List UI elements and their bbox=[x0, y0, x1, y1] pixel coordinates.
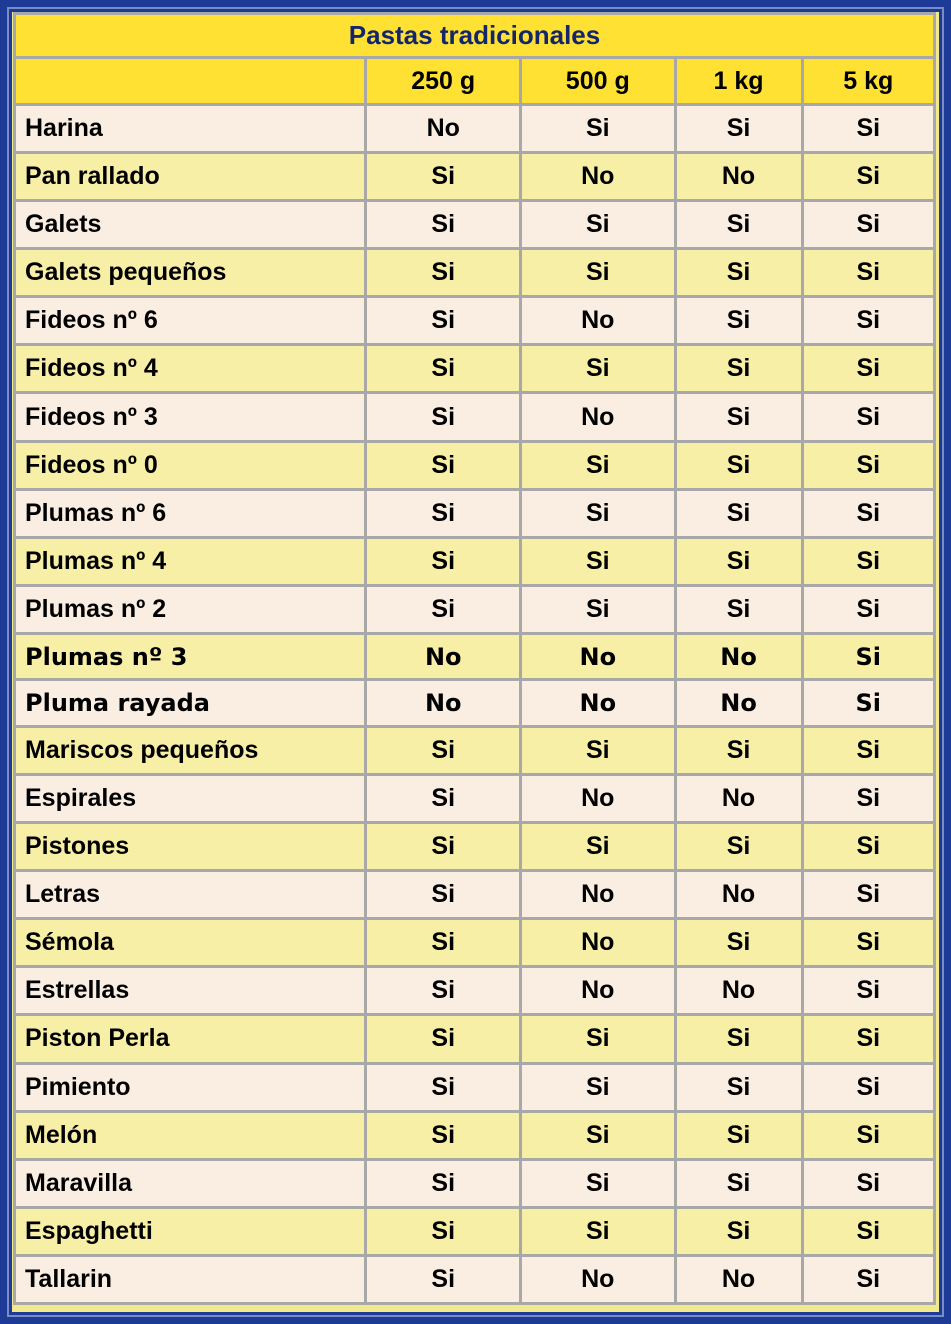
cell-value: Si bbox=[802, 1015, 935, 1063]
row-label: Piston Perla bbox=[15, 1015, 366, 1063]
cell-value: Si bbox=[802, 775, 935, 823]
cell-value: Si bbox=[675, 1063, 802, 1111]
cell-value: Si bbox=[521, 345, 676, 393]
row-label: Galets pequeños bbox=[15, 249, 366, 297]
cell-value: Si bbox=[521, 441, 676, 489]
row-label: Maravilla bbox=[15, 1159, 366, 1207]
cell-value: No bbox=[366, 633, 521, 680]
cell-value: No bbox=[521, 297, 676, 345]
cell-value: Si bbox=[802, 201, 935, 249]
cell-value: Si bbox=[366, 441, 521, 489]
cell-value: Si bbox=[675, 345, 802, 393]
cell-value: Si bbox=[802, 1255, 935, 1303]
cell-value: Si bbox=[675, 249, 802, 297]
cell-value: No bbox=[675, 775, 802, 823]
cell-value: Si bbox=[675, 297, 802, 345]
cell-value: Si bbox=[802, 345, 935, 393]
row-label: Fideos nº 6 bbox=[15, 297, 366, 345]
cell-value: Si bbox=[675, 441, 802, 489]
cell-value: Si bbox=[366, 1255, 521, 1303]
cell-value: Si bbox=[802, 153, 935, 201]
row-label: Fideos nº 3 bbox=[15, 393, 366, 441]
cell-value: Si bbox=[675, 1111, 802, 1159]
table-row bbox=[15, 249, 935, 297]
cell-value: Si bbox=[521, 489, 676, 537]
cell-value: Si bbox=[366, 489, 521, 537]
cell-value: Si bbox=[802, 726, 935, 774]
cell-value: Si bbox=[802, 1063, 935, 1111]
cell-value: No bbox=[521, 919, 676, 967]
cell-value: Si bbox=[521, 585, 676, 633]
cell-value: Si bbox=[366, 1207, 521, 1255]
cell-value: Si bbox=[675, 393, 802, 441]
cell-value: Si bbox=[366, 1111, 521, 1159]
cell-value: Si bbox=[675, 585, 802, 633]
table-row bbox=[15, 1063, 935, 1111]
row-label: Letras bbox=[15, 871, 366, 919]
cell-value: Si bbox=[802, 441, 935, 489]
cell-value: Si bbox=[802, 105, 935, 153]
table-row bbox=[15, 585, 935, 633]
table-row bbox=[15, 1111, 935, 1159]
row-label: Tallarin bbox=[15, 1255, 366, 1303]
cell-value: No bbox=[675, 871, 802, 919]
row-label: Fideos nº 0 bbox=[15, 441, 366, 489]
cell-value: No bbox=[521, 775, 676, 823]
cell-value: Si bbox=[521, 201, 676, 249]
cell-value: Si bbox=[802, 1207, 935, 1255]
column-header: 5 kg bbox=[802, 58, 935, 105]
row-label: Harina bbox=[15, 105, 366, 153]
cell-value: Si bbox=[675, 919, 802, 967]
cell-value: Si bbox=[675, 105, 802, 153]
cell-value: Si bbox=[521, 1207, 676, 1255]
table-row bbox=[15, 871, 935, 919]
cell-value: Si bbox=[366, 153, 521, 201]
pastas-availability-table bbox=[13, 12, 936, 1305]
cell-value: No bbox=[521, 633, 676, 680]
cell-value: Si bbox=[521, 1015, 676, 1063]
cell-value: Si bbox=[521, 1111, 676, 1159]
cell-value: Si bbox=[802, 680, 935, 727]
table-row bbox=[15, 441, 935, 489]
cell-value: Si bbox=[802, 489, 935, 537]
cell-value: Si bbox=[521, 726, 676, 774]
cell-value: Si bbox=[521, 105, 676, 153]
table-row bbox=[15, 537, 935, 585]
table-row bbox=[15, 1015, 935, 1063]
cell-value: Si bbox=[675, 489, 802, 537]
cell-value: No bbox=[521, 153, 676, 201]
cell-value: Si bbox=[366, 726, 521, 774]
cell-value: Si bbox=[521, 1159, 676, 1207]
table-title: Pastas tradicionales bbox=[15, 14, 935, 58]
table-row bbox=[15, 345, 935, 393]
cell-value: Si bbox=[802, 249, 935, 297]
cell-value: Si bbox=[802, 633, 935, 680]
cell-value: Si bbox=[675, 201, 802, 249]
cell-value: Si bbox=[366, 823, 521, 871]
cell-value: Si bbox=[366, 967, 521, 1015]
cell-value: No bbox=[521, 871, 676, 919]
table-row bbox=[15, 967, 935, 1015]
cell-value: Si bbox=[675, 537, 802, 585]
row-label: Plumas nº 2 bbox=[15, 585, 366, 633]
row-label: Espaghetti bbox=[15, 1207, 366, 1255]
table-row bbox=[15, 919, 935, 967]
column-header: 500 g bbox=[521, 58, 676, 105]
table-row bbox=[15, 393, 935, 441]
table-row bbox=[15, 201, 935, 249]
cell-value: Si bbox=[675, 726, 802, 774]
cell-value: Si bbox=[802, 919, 935, 967]
cell-value: Si bbox=[802, 537, 935, 585]
row-label: Pan rallado bbox=[15, 153, 366, 201]
table-row bbox=[15, 105, 935, 153]
cell-value: Si bbox=[675, 823, 802, 871]
cell-value: No bbox=[521, 1255, 676, 1303]
header-empty-cell bbox=[15, 58, 366, 105]
cell-value: Si bbox=[675, 1207, 802, 1255]
cell-value: Si bbox=[802, 967, 935, 1015]
cell-value: No bbox=[521, 393, 676, 441]
row-label: Espirales bbox=[15, 775, 366, 823]
cell-value: Si bbox=[802, 823, 935, 871]
row-label: Plumas nº 6 bbox=[15, 489, 366, 537]
cell-value: No bbox=[675, 633, 802, 680]
cell-value: Si bbox=[366, 201, 521, 249]
cell-value: Si bbox=[366, 871, 521, 919]
column-header: 250 g bbox=[366, 58, 521, 105]
row-label: Galets bbox=[15, 201, 366, 249]
table-row bbox=[15, 726, 935, 774]
row-label: Pistones bbox=[15, 823, 366, 871]
cell-value: No bbox=[675, 1255, 802, 1303]
cell-value: Si bbox=[366, 345, 521, 393]
cell-value: No bbox=[675, 153, 802, 201]
table-row bbox=[15, 1159, 935, 1207]
cell-value: Si bbox=[802, 871, 935, 919]
table-row bbox=[15, 489, 935, 537]
row-label: Fideos nº 4 bbox=[15, 345, 366, 393]
cell-value: Si bbox=[366, 775, 521, 823]
cell-value: Si bbox=[366, 919, 521, 967]
cell-value: Si bbox=[802, 585, 935, 633]
cell-value: Si bbox=[675, 1015, 802, 1063]
cell-value: Si bbox=[521, 249, 676, 297]
row-label: Plumas nº 3 bbox=[15, 633, 366, 680]
table-row bbox=[15, 1255, 935, 1303]
cell-value: Si bbox=[802, 1111, 935, 1159]
cell-value: Si bbox=[802, 297, 935, 345]
cell-value: Si bbox=[521, 1063, 676, 1111]
cell-value: Si bbox=[366, 249, 521, 297]
header-row bbox=[15, 58, 935, 105]
cell-value: No bbox=[521, 680, 676, 727]
table-row bbox=[15, 823, 935, 871]
cell-value: No bbox=[366, 680, 521, 727]
cell-value: No bbox=[521, 967, 676, 1015]
cell-value: Si bbox=[802, 393, 935, 441]
cell-value: Si bbox=[366, 1063, 521, 1111]
cell-value: Si bbox=[802, 1159, 935, 1207]
row-label: Melón bbox=[15, 1111, 366, 1159]
cell-value: Si bbox=[675, 1159, 802, 1207]
cell-value: Si bbox=[521, 537, 676, 585]
cell-value: No bbox=[366, 105, 521, 153]
table-row bbox=[15, 775, 935, 823]
title-row bbox=[15, 14, 935, 58]
cell-value: Si bbox=[366, 537, 521, 585]
cell-value: Si bbox=[521, 823, 676, 871]
row-label: Pimiento bbox=[15, 1063, 366, 1111]
cell-value: Si bbox=[366, 393, 521, 441]
cell-value: Si bbox=[366, 1159, 521, 1207]
row-label: Mariscos pequeños bbox=[15, 726, 366, 774]
row-label: Estrellas bbox=[15, 967, 366, 1015]
table-row bbox=[15, 1207, 935, 1255]
table-row bbox=[15, 153, 935, 201]
table-row bbox=[15, 297, 935, 345]
cell-value: Si bbox=[366, 297, 521, 345]
cell-value: Si bbox=[366, 585, 521, 633]
cell-value: No bbox=[675, 967, 802, 1015]
column-header: 1 kg bbox=[675, 58, 802, 105]
cell-value: Si bbox=[366, 1015, 521, 1063]
row-label: Plumas nº 4 bbox=[15, 537, 366, 585]
table-row bbox=[15, 633, 935, 680]
row-label: Pluma rayada bbox=[15, 680, 366, 727]
cell-value: No bbox=[675, 680, 802, 727]
table-row bbox=[15, 680, 935, 727]
row-label: Sémola bbox=[15, 919, 366, 967]
